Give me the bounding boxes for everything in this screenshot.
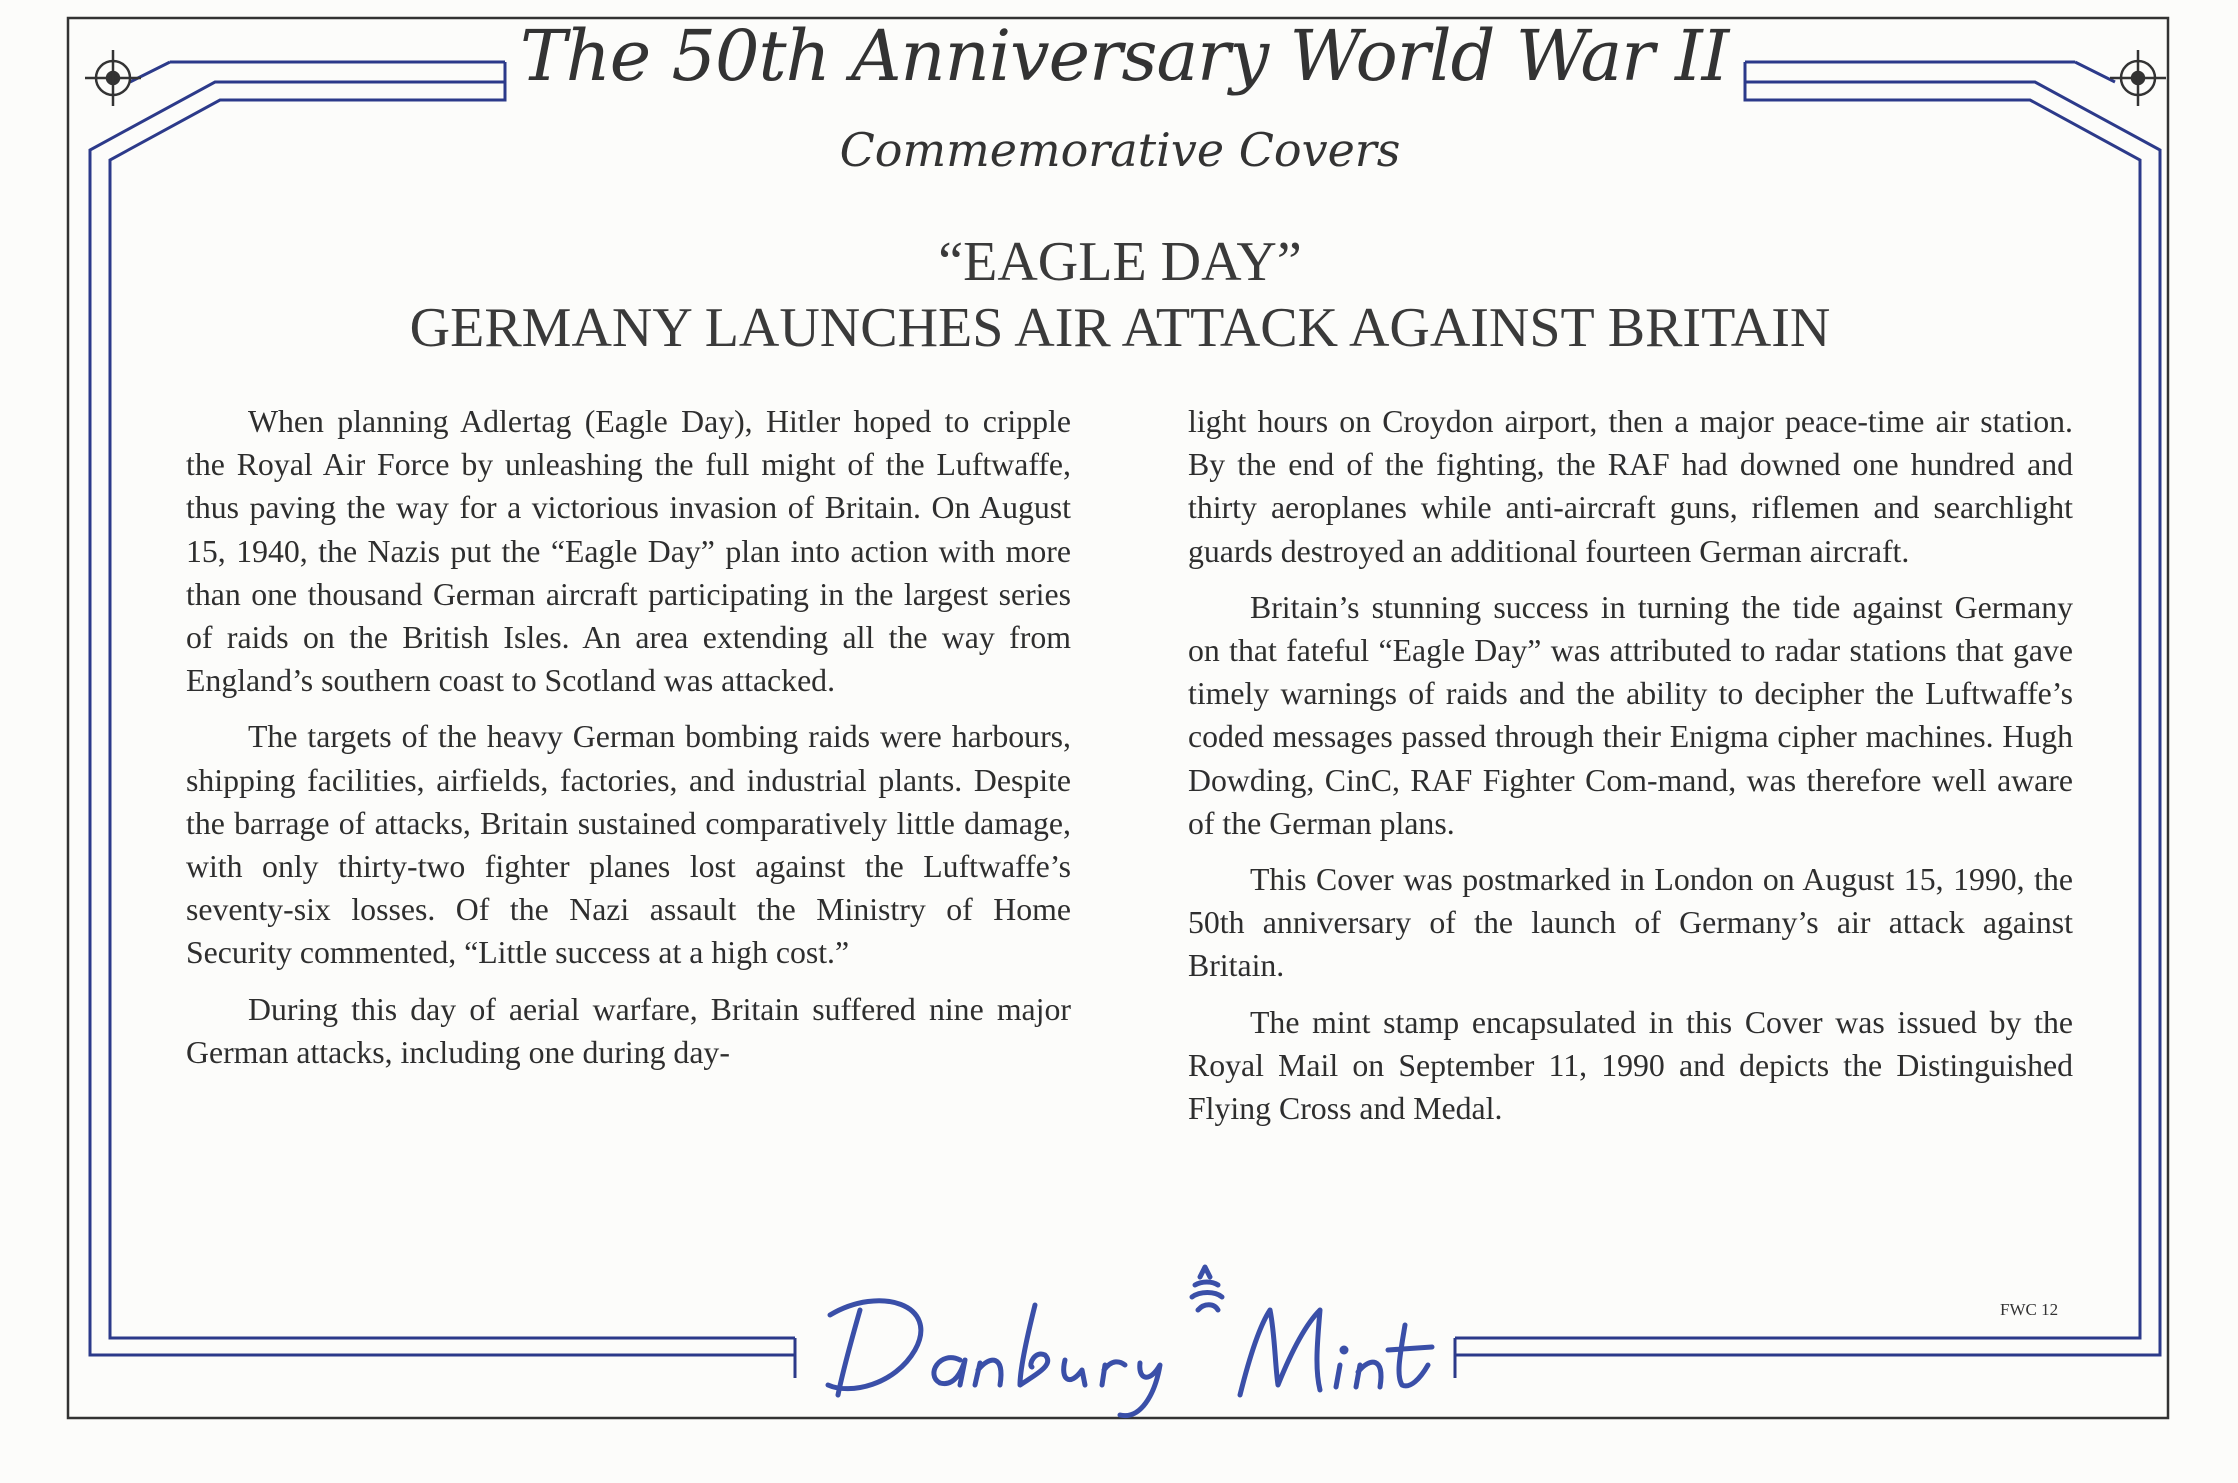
body-column-right	[1188, 400, 2073, 1143]
page-title: The 50th Anniversary World War II	[520, 15, 1729, 97]
paragraph: This Cover was postmarked in London on August 15, 1990, the 50th anniversary of the launch of Germany’s air attack against Britain.	[1188, 862, 2073, 984]
paragraph: light hours on Croydon airport, then a major peace-time air station. By the end of the fighting, the RAF had downed one hundred and thirty aeroplanes while anti-aircraft guns, riflemen and searchlight guards destroyed an additional fourteen German aircraft.	[1188, 404, 2073, 569]
crosshair-icon-left	[85, 50, 141, 106]
paragraph: The mint stamp encapsulated in this Cover was issued by the Royal Mail on September 11, 1990 and depicts the Distinguished Flying Cross and Medal.	[1188, 1004, 2073, 1127]
page-subtitle: Commemorative Covers	[839, 123, 1401, 177]
body-column-left	[186, 400, 1071, 1087]
paragraph: The targets of the heavy German bombing raids were harbours, shipping facilities, airfields, factories, and industrial plants. Despite the barrage of attacks, Britain sustained comparatively little damage, with only thirty-two fighter planes lost against the Luftwaffe’s seventy-six losses. Of the Nazi assault the Ministry of Home Security commented, “Little success at a high cost.”	[186, 719, 1071, 971]
product-code: FWC 12	[2000, 1300, 2059, 1319]
paragraph: When planning Adlertag (Eagle Day), Hitler hoped to cripple the Royal Air Force by unleashing the full might of the Luftwaffe, thus paving the way for a victorious invasion of Britain. On August 15, 1940, the Nazis put the “Eagle Day” plan into action with more than one thousand German aircraft participating in the largest series of raids on the British Isles. An area extending all the way from England’s southern coast to Scotland was attacked.	[186, 404, 1071, 699]
crosshair-icon-right	[2110, 50, 2166, 106]
paragraph: Britain’s stunning success in turning the tide against Germany on that fateful “Eagle Day” was attributed to radar stations that gave timely warnings of raids and the ability to decipher the Luftwaffe’s coded messages passed through their Enigma cipher machines. Hugh Dowding, CinC, RAF Fighter Com-mand, was therefore well aware of the German plans.	[1188, 589, 2073, 841]
headline-main: GERMANY LAUNCHES AIR ATTACK AGAINST BRITAIN	[409, 297, 1831, 359]
paragraph: During this day of aerial warfare, Britain suffered nine major German attacks, including one during day-	[186, 991, 1071, 1070]
danbury-mint-signature-logo	[820, 1255, 1440, 1425]
headline-eagle-day: “EAGLE DAY”	[938, 231, 1302, 293]
